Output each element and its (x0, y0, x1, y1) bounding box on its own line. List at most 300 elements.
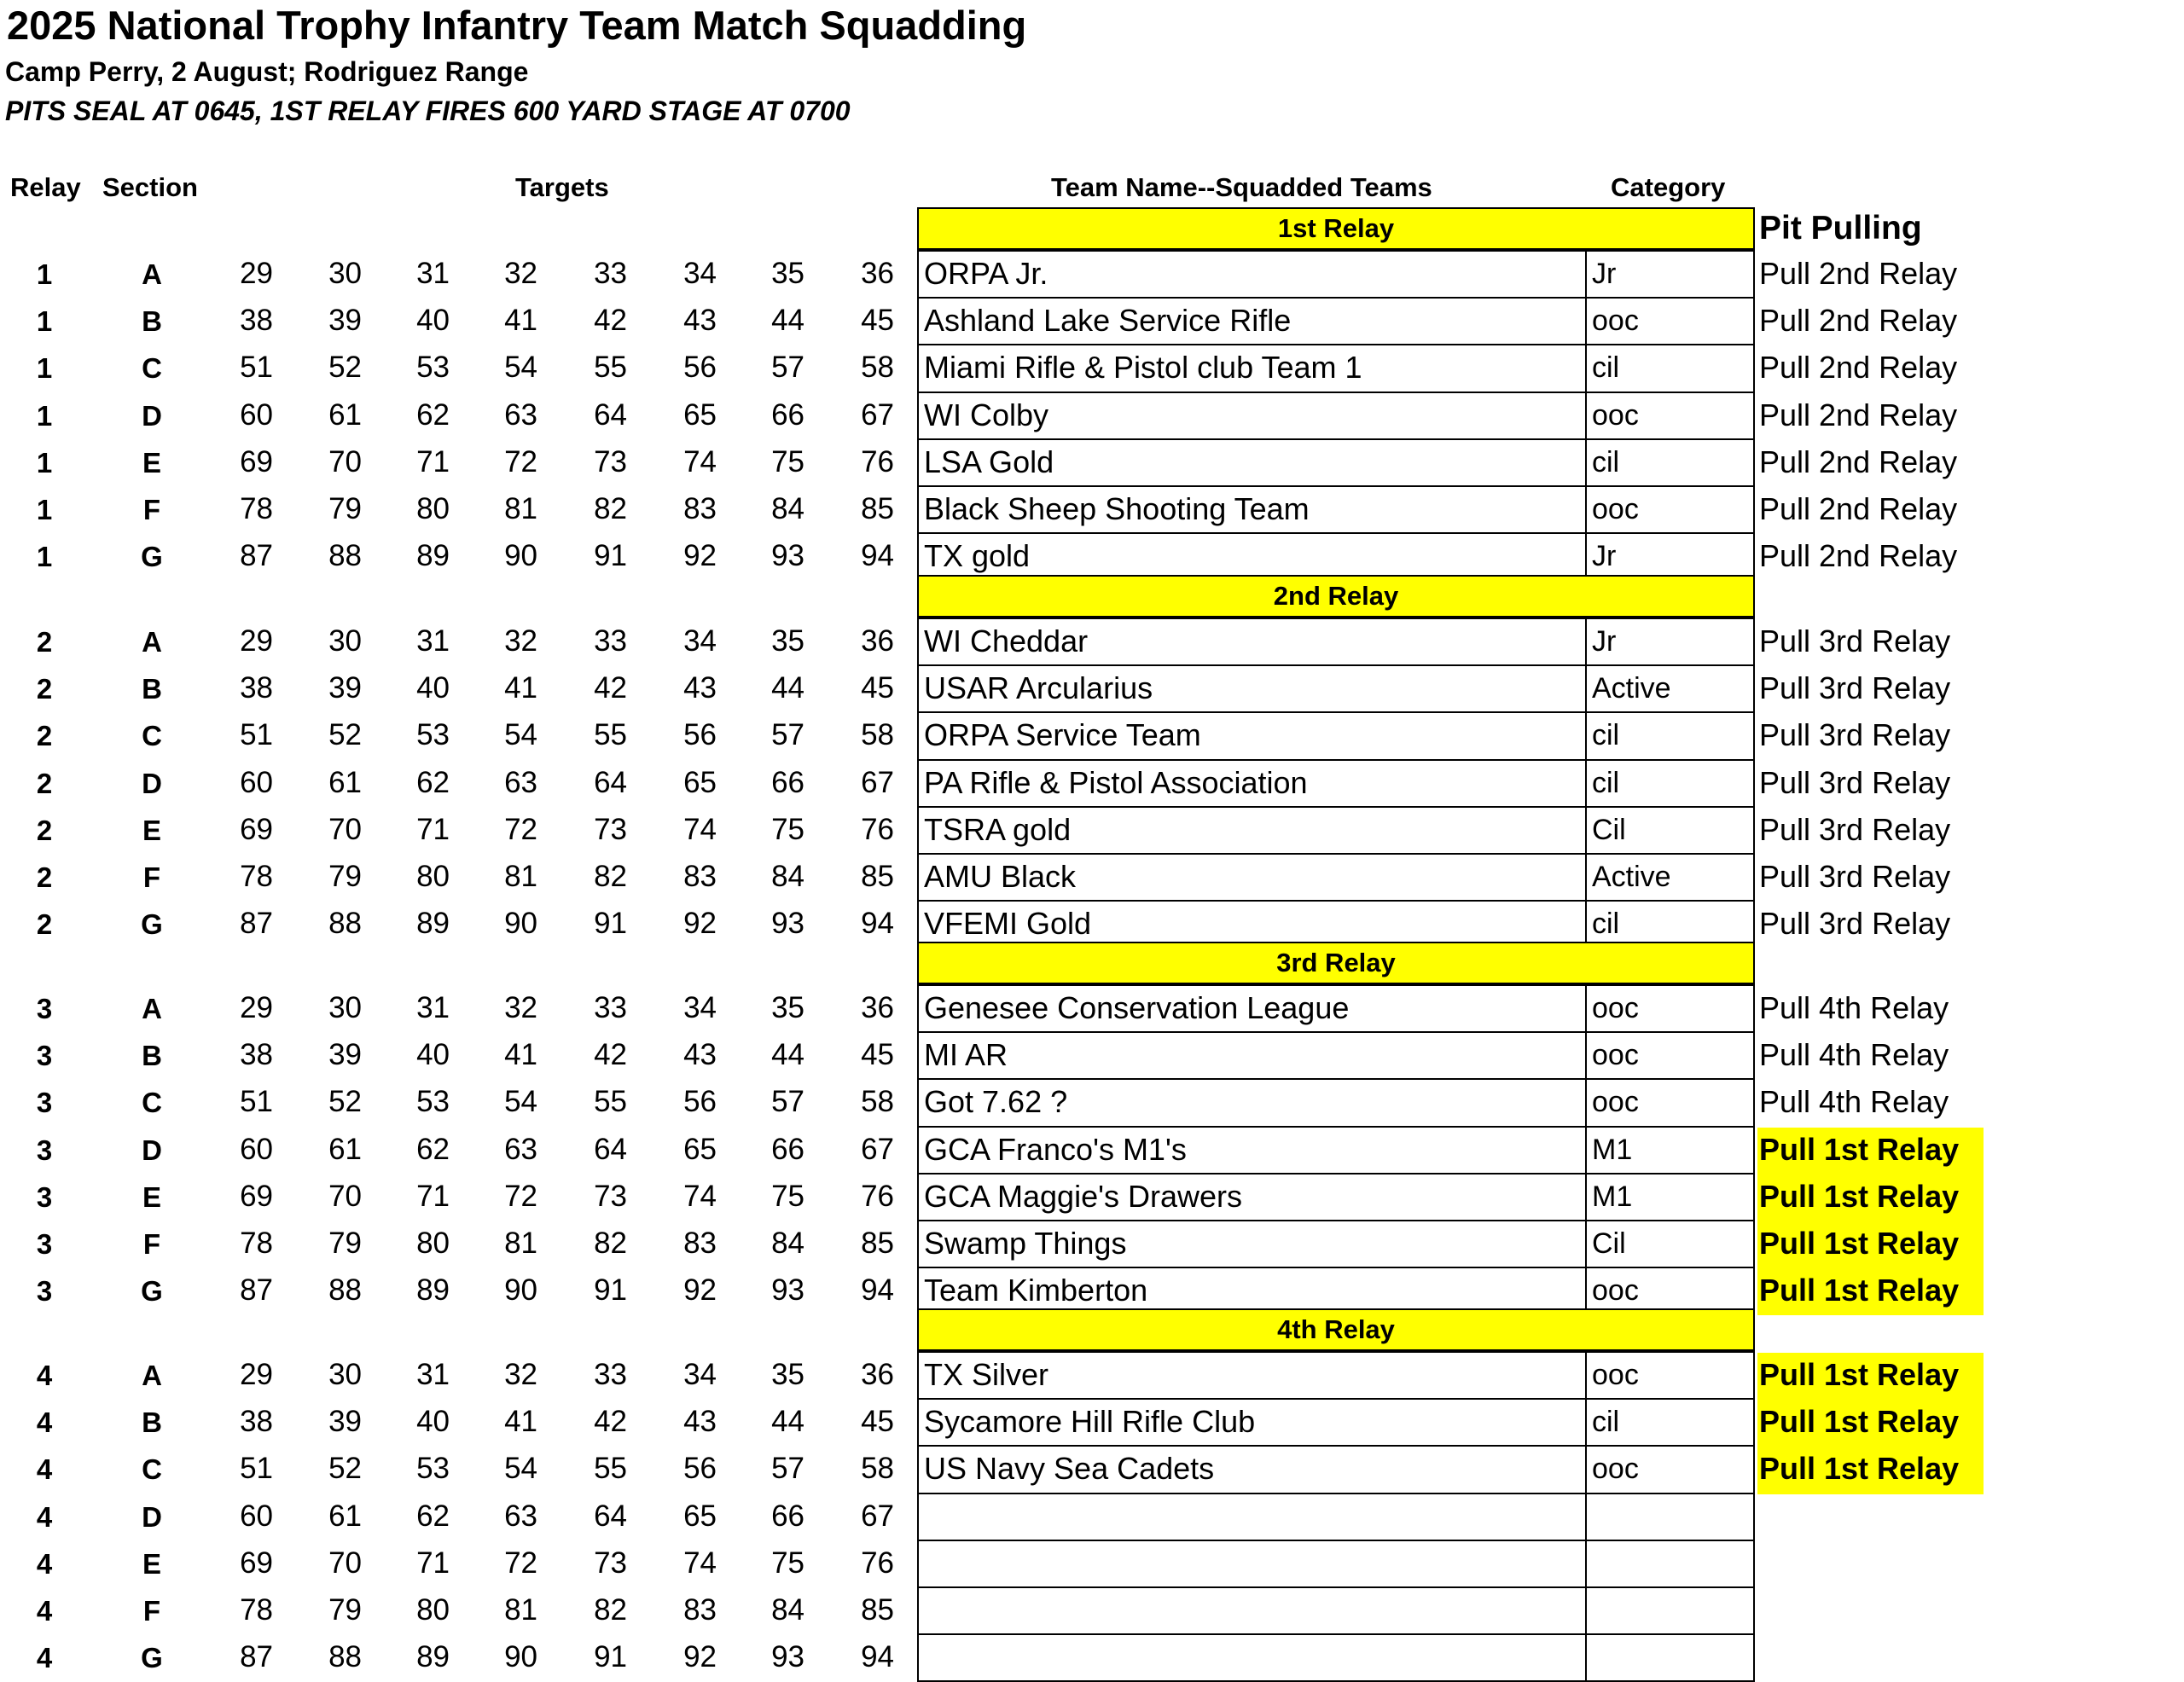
relay-number: 1 (36, 305, 53, 338)
category-cell: ooc (1585, 485, 1755, 534)
pit-pulling-cell: Pull 3rd Relay (1759, 906, 1951, 942)
column-header-category: Category (1611, 172, 1726, 202)
target-number: 80 (416, 860, 450, 893)
target-number: 57 (771, 1085, 804, 1119)
target-number: 45 (861, 671, 894, 705)
target-number: 72 (504, 812, 537, 846)
target-number: 69 (240, 812, 273, 846)
target-number: 43 (683, 1038, 717, 1072)
target-number: 78 (240, 860, 273, 893)
target-number: 94 (861, 1273, 894, 1308)
target-number: 61 (328, 397, 362, 432)
relay-number: 3 (36, 1180, 53, 1213)
target-number: 31 (416, 257, 450, 290)
team-name-cell: MI AR (917, 1031, 1587, 1080)
target-number: 36 (861, 1358, 894, 1391)
target-number: 64 (594, 1499, 627, 1533)
relay-banner: 2nd Relay (917, 575, 1755, 618)
target-number: 39 (328, 1038, 362, 1072)
target-number: 83 (683, 860, 717, 893)
relay-number: 2 (36, 908, 53, 941)
target-number: 79 (328, 860, 362, 893)
section-letter: E (142, 1547, 161, 1580)
team-name-cell: Genesee Conservation League (917, 984, 1587, 1033)
section-letter: E (142, 814, 161, 846)
target-number: 39 (328, 1405, 362, 1439)
target-number: 57 (771, 718, 804, 752)
target-number: 92 (683, 539, 717, 573)
relay-number: 2 (36, 673, 53, 705)
target-number: 58 (861, 718, 894, 752)
target-number: 66 (771, 1499, 804, 1533)
target-number: 70 (328, 1179, 362, 1213)
pit-pulling-cell: Pull 2nd Relay (1759, 256, 1958, 291)
team-name-cell: US Navy Sea Cadets (917, 1445, 1587, 1494)
target-number: 57 (771, 351, 804, 385)
relay-number: 1 (36, 446, 53, 478)
team-name-cell: TX gold (917, 532, 1587, 581)
team-name-cell: ORPA Service Team (917, 711, 1587, 760)
team-name-cell: ORPA Jr. (917, 250, 1587, 299)
target-number: 84 (771, 492, 804, 525)
target-number: 36 (861, 257, 894, 290)
team-name-cell (917, 1586, 1587, 1635)
target-number: 74 (683, 444, 717, 478)
target-number: 29 (240, 257, 273, 290)
target-number: 33 (594, 257, 627, 290)
target-number: 41 (504, 304, 537, 338)
target-number: 35 (771, 624, 804, 658)
target-number: 82 (594, 860, 627, 893)
target-number: 30 (328, 1358, 362, 1391)
pit-seal-note: PITS SEAL AT 0645, 1ST RELAY FIRES 600 YARD STAGE AT 0700 (5, 96, 851, 126)
team-name-cell: Swamp Things (917, 1220, 1587, 1268)
target-number: 76 (861, 1179, 894, 1213)
category-cell: Cil (1585, 806, 1755, 855)
pit-pulling-cell: Pull 2nd Relay (1759, 303, 1958, 339)
target-number: 52 (328, 1452, 362, 1486)
team-name-cell: Ashland Lake Service Rifle (917, 297, 1587, 345)
team-name-cell: Sycamore Hill Rifle Club (917, 1398, 1587, 1447)
team-name-cell: GCA Franco's M1's (917, 1126, 1587, 1174)
target-number: 34 (683, 624, 717, 658)
target-number: 38 (240, 304, 273, 338)
target-number: 52 (328, 1085, 362, 1119)
target-number: 74 (683, 1546, 717, 1580)
target-number: 45 (861, 1405, 894, 1439)
target-number: 53 (416, 718, 450, 752)
category-cell: ooc (1585, 392, 1755, 440)
target-number: 39 (328, 671, 362, 705)
pit-pulling-cell: Pull 3rd Relay (1759, 811, 1951, 847)
section-letter: E (142, 1180, 161, 1213)
target-number: 32 (504, 257, 537, 290)
page-subtitle: Camp Perry, 2 August; Rodriguez Range (5, 56, 529, 87)
target-number: 34 (683, 257, 717, 290)
target-number: 33 (594, 1358, 627, 1391)
category-cell: cil (1585, 900, 1755, 948)
target-number: 30 (328, 991, 362, 1024)
target-number: 54 (504, 1085, 537, 1119)
target-number: 83 (683, 1593, 717, 1627)
relay-banner: 1st Relay (917, 207, 1755, 250)
target-number: 82 (594, 1227, 627, 1260)
pit-pulling-cell: Pull 1st Relay (1757, 1400, 1984, 1447)
category-cell: cil (1585, 438, 1755, 487)
category-cell: M1 (1585, 1126, 1755, 1174)
target-number: 80 (416, 1227, 450, 1260)
team-name-cell (917, 1493, 1587, 1541)
target-number: 89 (416, 1273, 450, 1308)
pit-pulling-cell: Pull 3rd Relay (1759, 624, 1951, 658)
team-name-cell: WI Cheddar (917, 618, 1587, 666)
target-number: 94 (861, 907, 894, 941)
target-number: 67 (861, 1132, 894, 1166)
team-name-cell: USAR Arcularius (917, 664, 1587, 713)
target-number: 29 (240, 991, 273, 1024)
category-cell: Jr (1585, 532, 1755, 581)
target-number: 32 (504, 624, 537, 658)
target-number: 87 (240, 907, 273, 941)
target-number: 44 (771, 671, 804, 705)
target-number: 69 (240, 1546, 273, 1580)
target-number: 66 (771, 765, 804, 799)
target-number: 87 (240, 539, 273, 573)
target-number: 43 (683, 1405, 717, 1439)
target-number: 72 (504, 444, 537, 478)
target-number: 63 (504, 1499, 537, 1533)
section-letter: B (142, 673, 162, 705)
target-number: 90 (504, 1273, 537, 1308)
section-letter: C (142, 720, 162, 752)
relay-number: 4 (36, 1595, 53, 1627)
target-number: 65 (683, 1499, 717, 1533)
category-cell (1585, 1493, 1755, 1541)
target-number: 64 (594, 397, 627, 432)
category-cell: cil (1585, 344, 1755, 392)
category-cell: cil (1585, 711, 1755, 760)
target-number: 91 (594, 907, 627, 941)
pit-pulling-cell: Pull 4th Relay (1759, 1037, 1949, 1073)
target-number: 73 (594, 1179, 627, 1213)
target-number: 65 (683, 397, 717, 432)
target-number: 80 (416, 1593, 450, 1627)
section-letter: C (142, 1087, 162, 1119)
target-number: 90 (504, 1640, 537, 1674)
relay-number: 4 (36, 1547, 53, 1580)
target-number: 75 (771, 1546, 804, 1580)
section-letter: D (142, 767, 162, 799)
target-number: 93 (771, 907, 804, 941)
target-number: 61 (328, 765, 362, 799)
target-number: 88 (328, 1273, 362, 1308)
target-number: 94 (861, 1640, 894, 1674)
target-number: 34 (683, 991, 717, 1024)
target-number: 33 (594, 991, 627, 1024)
target-number: 62 (416, 765, 450, 799)
target-number: 41 (504, 1038, 537, 1072)
pit-pulling-cell: Pull 1st Relay (1757, 1128, 1984, 1174)
target-number: 92 (683, 1640, 717, 1674)
target-number: 88 (328, 1640, 362, 1674)
team-name-cell: PA Rifle & Pistol Association (917, 759, 1587, 808)
target-number: 80 (416, 492, 450, 525)
target-number: 89 (416, 907, 450, 941)
section-letter: D (142, 1134, 162, 1166)
relay-number: 3 (36, 1087, 53, 1119)
target-number: 73 (594, 444, 627, 478)
column-header-targets: Targets (515, 172, 609, 202)
section-letter: D (142, 1500, 162, 1533)
target-number: 94 (861, 539, 894, 573)
target-number: 72 (504, 1179, 537, 1213)
column-header-relay: Relay (10, 172, 81, 202)
relay-number: 2 (36, 626, 53, 658)
section-letter: A (142, 993, 162, 1024)
target-number: 91 (594, 1273, 627, 1308)
target-number: 53 (416, 1452, 450, 1486)
target-number: 66 (771, 397, 804, 432)
team-name-cell: Miami Rifle & Pistol club Team 1 (917, 344, 1587, 392)
target-number: 55 (594, 1085, 627, 1119)
target-number: 78 (240, 492, 273, 525)
team-name-cell: TSRA gold (917, 806, 1587, 855)
target-number: 67 (861, 765, 894, 799)
target-number: 83 (683, 1227, 717, 1260)
section-letter: A (142, 1360, 162, 1391)
target-number: 53 (416, 1085, 450, 1119)
target-number: 36 (861, 991, 894, 1024)
team-name-cell (917, 1633, 1587, 1682)
pit-pulling-cell: Pull 1st Relay (1757, 1268, 1984, 1315)
pit-pulling-cell: Pull 4th Relay (1759, 990, 1949, 1025)
target-number: 43 (683, 671, 717, 705)
target-number: 61 (328, 1499, 362, 1533)
team-name-cell: AMU Black (917, 853, 1587, 902)
target-number: 71 (416, 1179, 450, 1213)
target-number: 93 (771, 1640, 804, 1674)
target-number: 62 (416, 397, 450, 432)
team-name-cell: TX Silver (917, 1351, 1587, 1400)
target-number: 40 (416, 1405, 450, 1439)
target-number: 76 (861, 444, 894, 478)
target-number: 83 (683, 492, 717, 525)
target-number: 79 (328, 1227, 362, 1260)
relay-number: 4 (36, 1642, 53, 1674)
target-number: 40 (416, 1038, 450, 1072)
target-number: 81 (504, 860, 537, 893)
target-number: 52 (328, 718, 362, 752)
relay-number: 2 (36, 767, 53, 799)
target-number: 58 (861, 1085, 894, 1119)
category-cell: Cil (1585, 1220, 1755, 1268)
target-number: 40 (416, 304, 450, 338)
target-number: 42 (594, 1405, 627, 1439)
relay-number: 4 (36, 1360, 53, 1391)
target-number: 93 (771, 1273, 804, 1308)
target-number: 35 (771, 257, 804, 290)
target-number: 57 (771, 1452, 804, 1486)
target-number: 74 (683, 812, 717, 846)
section-letter: G (141, 541, 163, 573)
target-number: 45 (861, 304, 894, 338)
target-number: 31 (416, 991, 450, 1024)
column-header-team: Team Name--Squadded Teams (1051, 172, 1432, 202)
target-number: 79 (328, 492, 362, 525)
target-number: 34 (683, 1358, 717, 1391)
pit-pulling-cell: Pull 2nd Relay (1759, 538, 1958, 574)
target-number: 60 (240, 1132, 273, 1166)
pit-pulling-cell: Pull 3rd Relay (1759, 717, 1951, 753)
section-letter: G (141, 908, 163, 941)
target-number: 82 (594, 1593, 627, 1627)
column-header-section: Section (102, 172, 198, 202)
target-number: 92 (683, 1273, 717, 1308)
target-number: 54 (504, 351, 537, 385)
pit-pulling-cell: Pull 4th Relay (1759, 1084, 1949, 1120)
target-number: 32 (504, 991, 537, 1024)
target-number: 74 (683, 1179, 717, 1213)
pit-pulling-cell: Pull 1st Relay (1757, 1221, 1984, 1268)
target-number: 76 (861, 812, 894, 846)
relay-number: 1 (36, 352, 53, 385)
pit-pulling-cell: Pull 3rd Relay (1759, 764, 1951, 800)
category-cell: ooc (1585, 297, 1755, 345)
section-letter: G (141, 1642, 163, 1674)
team-name-cell: LSA Gold (917, 438, 1587, 487)
target-number: 36 (861, 624, 894, 658)
target-number: 63 (504, 1132, 537, 1166)
section-letter: C (142, 352, 162, 385)
target-number: 30 (328, 257, 362, 290)
target-number: 92 (683, 907, 717, 941)
target-number: 63 (504, 765, 537, 799)
target-number: 67 (861, 1499, 894, 1533)
target-number: 51 (240, 718, 273, 752)
target-number: 73 (594, 1546, 627, 1580)
team-name-cell: GCA Maggie's Drawers (917, 1173, 1587, 1221)
target-number: 76 (861, 1546, 894, 1580)
team-name-cell: Got 7.62 ? (917, 1078, 1587, 1127)
category-cell: ooc (1585, 1031, 1755, 1080)
target-number: 71 (416, 812, 450, 846)
target-number: 55 (594, 351, 627, 385)
target-number: 85 (861, 1593, 894, 1627)
category-cell (1585, 1540, 1755, 1588)
pit-pulling-cell: Pull 2nd Relay (1759, 397, 1958, 432)
target-number: 35 (771, 1358, 804, 1391)
target-number: 71 (416, 444, 450, 478)
target-number: 88 (328, 539, 362, 573)
relay-number: 1 (36, 399, 53, 432)
target-number: 64 (594, 765, 627, 799)
team-name-cell (917, 1540, 1587, 1588)
target-number: 52 (328, 351, 362, 385)
section-letter: A (142, 626, 162, 658)
target-number: 79 (328, 1593, 362, 1627)
target-number: 85 (861, 860, 894, 893)
pit-pulling-cell: Pull 2nd Relay (1759, 491, 1958, 526)
team-name-cell: Black Sheep Shooting Team (917, 485, 1587, 534)
target-number: 81 (504, 1227, 537, 1260)
relay-banner: 4th Relay (917, 1308, 1755, 1351)
category-cell: Active (1585, 664, 1755, 713)
target-number: 33 (594, 624, 627, 658)
target-number: 85 (861, 1227, 894, 1260)
target-number: 55 (594, 718, 627, 752)
section-letter: B (142, 305, 162, 338)
target-number: 90 (504, 907, 537, 941)
target-number: 60 (240, 1499, 273, 1533)
section-letter: B (142, 1406, 162, 1439)
target-number: 85 (861, 492, 894, 525)
team-name-cell: WI Colby (917, 392, 1587, 440)
team-name-cell: Team Kimberton (917, 1267, 1587, 1315)
target-number: 71 (416, 1546, 450, 1580)
target-number: 31 (416, 624, 450, 658)
target-number: 44 (771, 304, 804, 338)
category-cell: cil (1585, 1398, 1755, 1447)
target-number: 42 (594, 671, 627, 705)
target-number: 78 (240, 1593, 273, 1627)
target-number: 87 (240, 1273, 273, 1308)
target-number: 30 (328, 624, 362, 658)
target-number: 60 (240, 397, 273, 432)
target-number: 87 (240, 1640, 273, 1674)
relay-number: 4 (36, 1453, 53, 1486)
target-number: 42 (594, 1038, 627, 1072)
category-cell: ooc (1585, 1078, 1755, 1127)
relay-number: 2 (36, 861, 53, 893)
target-number: 51 (240, 351, 273, 385)
target-number: 63 (504, 397, 537, 432)
target-number: 43 (683, 304, 717, 338)
target-number: 89 (416, 1640, 450, 1674)
target-number: 84 (771, 860, 804, 893)
section-letter: F (142, 494, 161, 525)
category-cell: Active (1585, 853, 1755, 902)
target-number: 51 (240, 1085, 273, 1119)
target-number: 84 (771, 1227, 804, 1260)
category-cell: Jr (1585, 250, 1755, 299)
target-number: 38 (240, 1038, 273, 1072)
target-number: 72 (504, 1546, 537, 1580)
pit-pulling-cell: Pull 1st Relay (1757, 1447, 1984, 1494)
page-title: 2025 National Trophy Infantry Team Match Squadding (7, 3, 1027, 48)
target-number: 61 (328, 1132, 362, 1166)
target-number: 54 (504, 718, 537, 752)
target-number: 70 (328, 812, 362, 846)
section-letter: E (142, 446, 161, 478)
team-name-cell: VFEMI Gold (917, 900, 1587, 948)
relay-number: 1 (36, 541, 53, 573)
section-letter: A (142, 258, 162, 290)
relay-number: 3 (36, 993, 53, 1024)
relay-number: 2 (36, 814, 53, 846)
target-number: 35 (771, 991, 804, 1024)
target-number: 65 (683, 765, 717, 799)
section-letter: G (141, 1275, 163, 1308)
target-number: 82 (594, 492, 627, 525)
target-number: 89 (416, 539, 450, 573)
section-letter: C (142, 1453, 162, 1486)
target-number: 44 (771, 1038, 804, 1072)
relay-number: 3 (36, 1134, 53, 1166)
relay-number: 4 (36, 1500, 53, 1533)
section-letter: D (142, 399, 162, 432)
relay-number: 4 (36, 1406, 53, 1439)
pit-pulling-cell: Pull 3rd Relay (1759, 859, 1951, 894)
